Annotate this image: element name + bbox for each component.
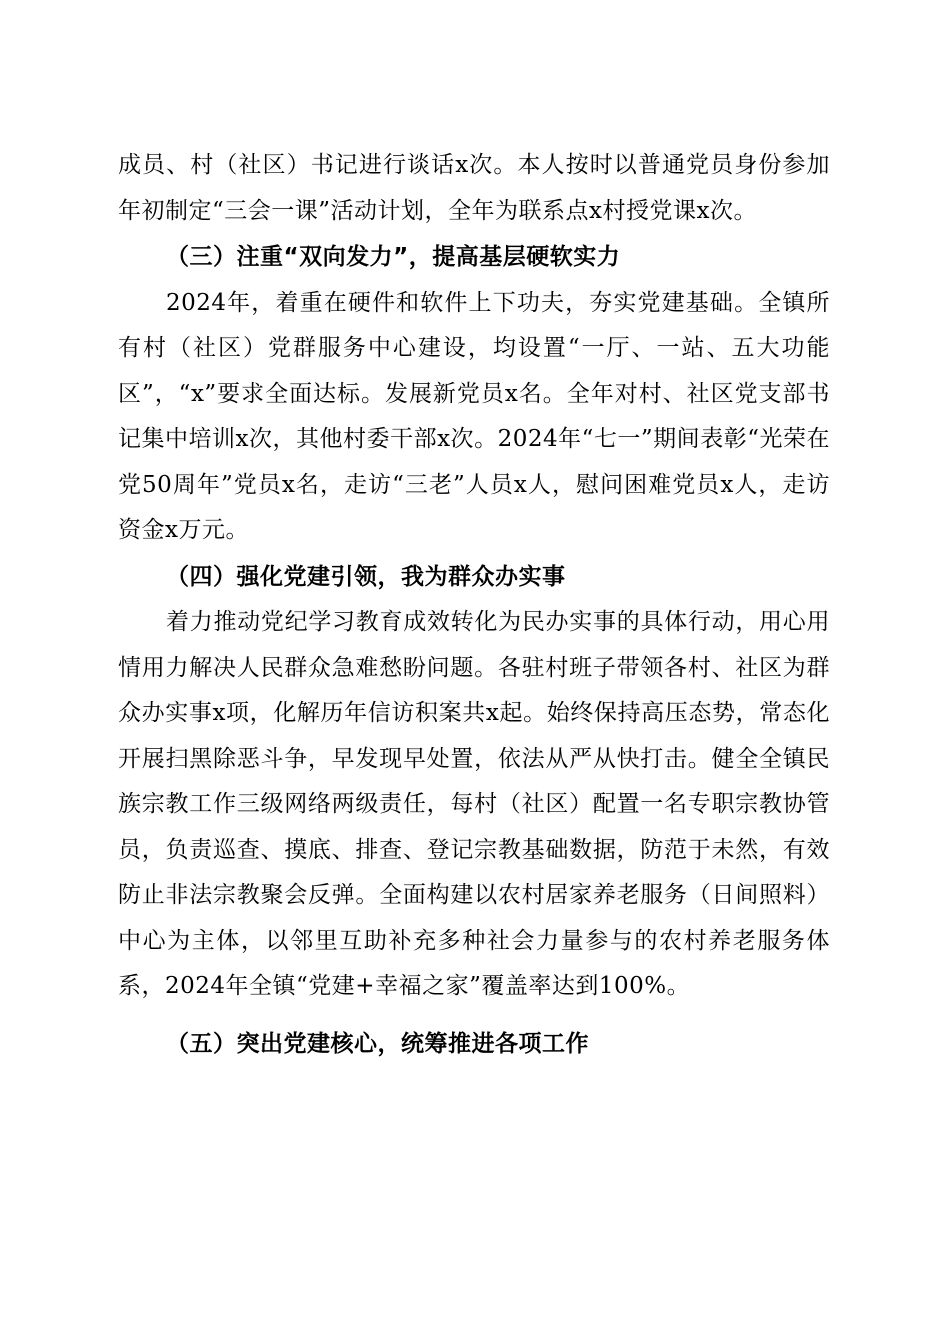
section-heading-3: （三）注重“双向发力”，提高基层硬软实力 — [166, 244, 621, 270]
section-heading-5: （五）突出党建核心，统筹推进各项工作 — [166, 1030, 589, 1057]
section-heading-4: （四）强化党建引领，我为群众办实事 — [166, 563, 566, 590]
document-body — [118, 143, 830, 1067]
section-paragraph-4: 着力推动党纪学习教育成效转化为民办实事的具体行动，用心用情用力解决人民群众急难愁盼问题。各驻村班子带领各村、社区为群众办实事x项，化解历年信访积案共x起。始终保持高压态势，常态化开展扫黑除恶斗争，早发现早处置，依法从严从快打击。健全全镇民族宗教工作三级网络两级责任，每村（社区）配置一名专职宗教协管员，负责巡查、摸底、排查、登记宗教基础数据，防范于未然，有效防止非法宗教聚会反弹。全面构建以农村居家养老服务（日间照料）中心为主体，以邻里互助补充多种社会力量参与的农村养老服务体系，2024年全镇“党建+幸福之家”覆盖率达到100%。 — [118, 609, 830, 999]
section-paragraph-3: 2024年，着重在硬件和软件上下功夫，夯实党建基础。全镇所有村（社区）党群服务中心建设，均设置“一厅、一站、五大功能区”，“x”要求全面达标。发展新党员x名。全年对村、社区党支部书记集中培训x次，其他村委干部x次。2024年“七一”期间表彰“光荣在党50周年”党员x名，走访“三老”人员x人，慰问困难党员x人，走访资金x万元。 — [118, 289, 830, 543]
intro-paragraph: 成员、村（社区）书记进行谈话x次。本人按时以普通党员身份参加年初制定“三会一课”活动计划，全年为联系点x村授党课x次。 — [118, 152, 830, 224]
